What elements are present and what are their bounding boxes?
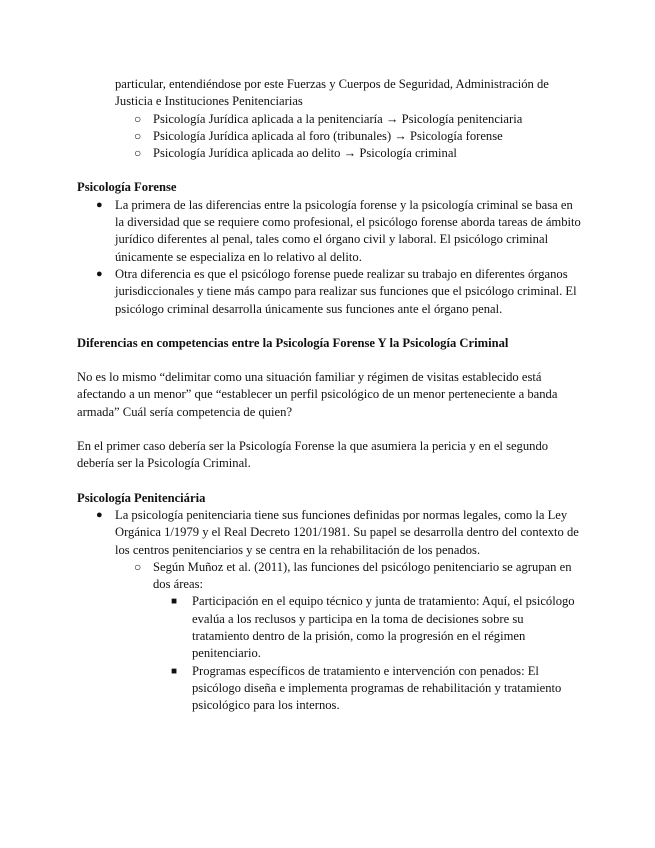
list-item: ● Otra diferencia es que el psicólogo forense puede realizar su trabajo en diferentes órganos jurisdiccionales y tiene más campo para realizar sus funciones que el psicólogo criminal. El psicólogo criminal desarrolla únicamente sus funciones ante el órgano penal.	[96, 266, 577, 316]
list-item: ○ Psicología Jurídica aplicada a la penitenciaría → Psicología penitenciaria	[153, 111, 582, 128]
filled-bullet-icon: ●	[96, 198, 103, 211]
list-item: ○ Psicología Jurídica aplicada ao delito → Psicología criminal	[153, 145, 582, 162]
filled-bullet-icon: ●	[96, 267, 103, 280]
list-item: ■ Programas específicos de tratamiento e intervención con penados: El psicólogo diseña e implementa programas de rehabilitación y tratamiento psicológico para los internos.	[171, 663, 562, 713]
list-item: ● La primera de las diferencias entre la psicología forense y la psicología criminal se basa en la diversidad que se requiere como profesional, el psicólogo forense aborda tareas de ámbito jurídico diferentes al penal, tales como el órgano civil y laboral. El psicólogo criminal únicamente se especializa en lo relativo al delito.	[96, 197, 581, 264]
hollow-bullet-icon: ○	[134, 128, 142, 143]
list-item: ● La psicología penitenciaria tiene sus funciones definidas por normas legales, como la Ley Orgánica 1/1979 y el Real Decreto 1201/1981. Su papel se desarrolla dentro del contexto de los centros penitenciarios y se centra en la rehabilitación de los penados.	[96, 507, 579, 557]
hollow-bullet-icon: ○	[134, 111, 142, 126]
penitenciaria-list	[77, 507, 582, 715]
list-item: ○ Según Muñoz et al. (2011), las funciones del psicólogo penitenciario se agrupan en dos áreas:	[134, 559, 572, 592]
forense-heading: Psicología Forense	[77, 180, 177, 195]
diferencias-paragraph-2: En el primer caso debería ser la Psicología Forense la que asumiera la pericia y en el segundo debería ser la Psicología Criminal.	[77, 439, 549, 471]
intro-sublist	[77, 111, 582, 163]
filled-bullet-icon: ●	[96, 508, 103, 521]
forense-list	[77, 197, 582, 318]
list-item: ■ Participación en el equipo técnico y junta de tratamiento: Aquí, el psicólogo evalúa a los reclusos y participa en la toma de decisiones sobre su tratamiento dentro de la prisión, como la progresión en el régimen penitenciario.	[171, 594, 575, 661]
square-bullet-icon: ■	[171, 596, 178, 608]
penitenciaria-heading: Psicología Penitenciária	[77, 490, 206, 505]
diferencias-heading: Diferencias en competencias entre la Psicología Forense Y la Psicología Criminal	[77, 335, 509, 350]
hollow-bullet-icon: ○	[134, 559, 142, 574]
square-bullet-icon: ■	[171, 665, 178, 677]
intro-continuation: particular, entendiéndose por este Fuerzas y Cuerpos de Seguridad, Administración de Justicia e Instituciones Penitenciarias	[115, 77, 549, 109]
document-content	[77, 76, 582, 715]
list-item: ○ Psicología Jurídica aplicada al foro (tribunales) → Psicología forense	[153, 128, 582, 145]
diferencias-paragraph-1: No es lo mismo “delimitar como una situación familiar y régimen de visitas establecido está afectando a un menor” que “establecer un perfil psicológico de un menor perteneciente a banda armada” Cuál sería competencia de quien?	[77, 370, 558, 419]
hollow-bullet-icon: ○	[134, 146, 142, 161]
